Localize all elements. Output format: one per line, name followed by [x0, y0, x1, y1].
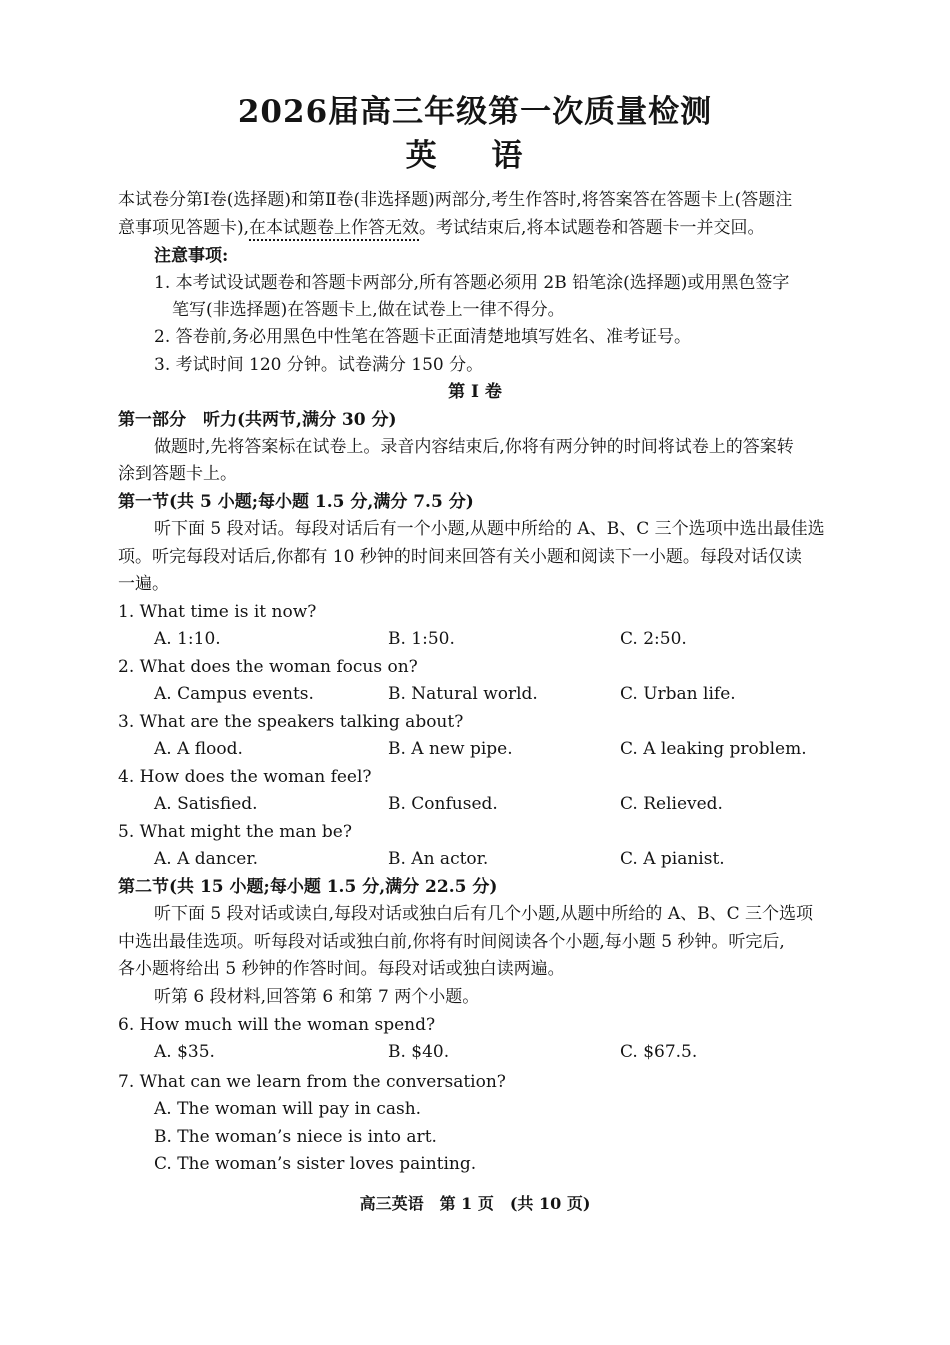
option-b: B. 1:50. [388, 629, 455, 649]
section1-instruction-cont: 项。听完每段对话后,你都有 10 秒钟的时间来回答有关小题和阅读下一小题。每段对话仅读 [118, 547, 802, 567]
option-c: C. Relieved. [620, 794, 723, 814]
section1-instruction-end: 一遍。 [118, 574, 169, 594]
option-a: A. $35. [154, 1042, 215, 1062]
note-2: 2. 答卷前,务必用黑色中性笔在答题卡正面清楚地填写姓名、准考证号。 [154, 327, 692, 347]
intro-emphasis: 在本试题卷上作答无效 [249, 218, 420, 238]
question-7: 7. What can we learn from the conversation? [118, 1072, 506, 1092]
option-c: C. A pianist. [620, 849, 725, 869]
page-footer: 高三英语 第 1 页 (共 10 页) [359, 1194, 591, 1213]
volume-label: 第 Ⅰ 卷 [448, 382, 502, 402]
question-2: 2. What does the woman focus on? [118, 657, 418, 677]
intro-line-1: 本试卷分第Ⅰ卷(选择题)和第Ⅱ卷(非选择题)两部分,考生作答时,将答案答在答题卡上(答题注 [118, 190, 793, 210]
part1-instruction: 做题时,先将答案标在试卷上。录音内容结束后,你将有两分钟的时间将试卷上的答案转 [154, 437, 794, 457]
option-c: C. $67.5. [620, 1042, 698, 1062]
note-1: 1. 本考试设试题卷和答题卡两部分,所有答题必须用 2B 铅笔涂(选择题)或用黑色签字 [154, 273, 790, 293]
option-b: B. The woman’s niece is into art. [154, 1127, 437, 1147]
subject-title: 英 语 [405, 138, 545, 174]
option-b: B. Natural world. [388, 684, 538, 704]
option-a: A. Satisfied. [154, 794, 258, 814]
option-a: A. The woman will pay in cash. [154, 1099, 422, 1119]
part1-instruction-cont: 涂到答题卡上。 [118, 464, 237, 484]
question-1: 1. What time is it now? [118, 602, 317, 622]
question-5: 5. What might the man be? [118, 822, 352, 842]
option-b: B. Confused. [388, 794, 498, 814]
option-a: A. Campus events. [154, 684, 314, 704]
option-a: A. A dancer. [154, 849, 258, 869]
option-b: B. An actor. [388, 849, 489, 869]
option-c: C. A leaking problem. [620, 739, 807, 759]
notes-heading: 注意事项: [154, 246, 229, 266]
note-3: 3. 考试时间 120 分钟。试卷满分 150 分。 [154, 355, 484, 375]
section2-instruction: 听下面 5 段对话或读白,每段对话或独白后有几个小题,从题中所给的 A、B、C 三个选项 [154, 904, 814, 924]
material-instruction: 听第 6 段材料,回答第 6 和第 7 两个小题。 [154, 987, 480, 1007]
note-1-cont: 笔写(非选择题)在答题卡上,做在试卷上一律不得分。 [172, 300, 565, 320]
option-c: C. 2:50. [620, 629, 687, 649]
option-a: A. 1:10. [154, 629, 221, 649]
part1-heading: 第一部分 听力(共两节,满分 30 分) [118, 410, 397, 430]
section1-heading: 第一节(共 5 小题;每小题 1.5 分,满分 7.5 分) [118, 492, 474, 512]
section2-instruction-cont: 中选出最佳选项。听每段对话或独白前,你将有时间阅读各个小题,每小题 5 秒钟。听完后, [118, 932, 785, 952]
question-3: 3. What are the speakers talking about? [118, 712, 464, 732]
intro-text: 。考试结束后,将本试题卷和答题卡一并交回。 [419, 218, 765, 238]
intro-text: 意事项见答题卡), [118, 218, 250, 238]
question-6: 6. How much will the woman spend? [118, 1015, 436, 1035]
section2-instruction-end: 各小题将给出 5 秒钟的作答时间。每段对话或独白读两遍。 [118, 959, 565, 979]
question-4: 4. How does the woman feel? [118, 767, 372, 787]
option-b: B. A new pipe. [388, 739, 513, 759]
intro-line-2 [118, 220, 764, 237]
option-b: B. $40. [388, 1042, 450, 1062]
option-a: A. A flood. [154, 739, 243, 759]
section1-instruction: 听下面 5 段对话。每段对话后有一个小题,从题中所给的 A、B、C 三个选项中选出最佳选 [154, 519, 825, 539]
option-c: C. Urban life. [620, 684, 736, 704]
section2-heading: 第二节(共 15 小题;每小题 1.5 分,满分 22.5 分) [118, 877, 498, 897]
option-c: C. The woman’s sister loves painting. [154, 1154, 477, 1174]
exam-title: 2026届高三年级第一次质量检测 [237, 94, 713, 130]
